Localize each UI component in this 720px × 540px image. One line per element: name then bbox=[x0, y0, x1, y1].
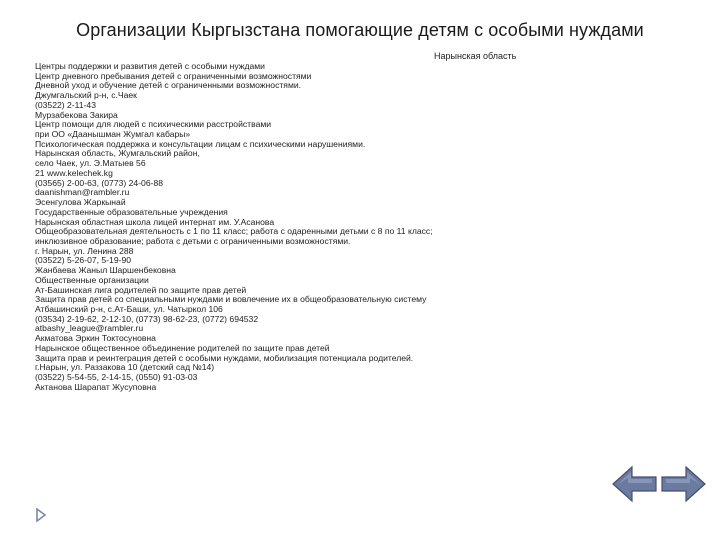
content-line: село Чаек, ул. Э.Матыев 56 bbox=[35, 158, 146, 169]
content-line: Общественные организации bbox=[35, 274, 149, 285]
content-line: daanishman@rambler.ru bbox=[35, 187, 130, 198]
content-line: Нарынское общественное объединение родителей по защите прав детей bbox=[35, 342, 330, 353]
content-line: Нарынская область, Жумгальский район, bbox=[35, 148, 200, 159]
content-line: Джумгальский р-н, с.Чаек bbox=[35, 90, 137, 101]
bullet-marker-icon bbox=[35, 508, 47, 522]
content-line: Актанова Шарапат Жусуповна bbox=[35, 381, 157, 392]
content-line: Мурзабекова Закира bbox=[35, 109, 118, 120]
content-line: Центр помощи для людей с психическими расстройствами bbox=[35, 119, 272, 130]
content-line: 21 www.kelechek.kg bbox=[35, 167, 113, 178]
content-line: Центр дневного пребывания детей с ограниченными возможностями bbox=[35, 70, 312, 81]
content-line: Акматова Эркин Токтосуновна bbox=[35, 333, 156, 344]
content-line: atbashy_league@rambler.ru bbox=[35, 323, 144, 334]
content-line: (03522) 2-11-43 bbox=[35, 99, 96, 110]
content-line: Ат-Башинская лига родителей по защите прав детей bbox=[35, 284, 247, 295]
slide-navigation bbox=[610, 462, 708, 506]
content-line: при ОО «Даанышман Жумгал кабары» bbox=[35, 129, 191, 140]
arrow-left-icon bbox=[610, 462, 659, 506]
arrow-right-icon bbox=[659, 462, 708, 506]
content-line: Защита прав и реинтеграция детей с особыми нуждами, мобилизация потенциала родителей. bbox=[35, 352, 414, 363]
content-line: (03522) 5-54-55, 2-14-15, (0550) 91-03-03 bbox=[35, 372, 198, 382]
content-line: Защита прав детей со специальными нуждами и вовлечение их в общеобразовательную систему bbox=[35, 294, 427, 305]
content-line: Центры поддержки и развития детей с особыми нуждами bbox=[35, 61, 265, 71]
content-line: Эсенгулова Жаркынай bbox=[35, 197, 126, 208]
slide-content bbox=[35, 62, 675, 392]
next-slide-button[interactable] bbox=[659, 462, 708, 506]
content-line: (03565) 2-00-63, (0773) 24-06-88 bbox=[35, 177, 164, 188]
previous-slide-button[interactable] bbox=[610, 462, 659, 506]
content-line: г.Нарын, ул. Раззакова 10 (детский сад №14) bbox=[35, 362, 215, 373]
content-line: Психологическая поддержка и консультации лицам с психическими нарушениями. bbox=[35, 138, 366, 149]
content-line: Дневной уход и обучение детей с ограниченными возможностями. bbox=[35, 80, 302, 91]
content-line: (03522) 5-26-07, 5-19-90 bbox=[35, 255, 132, 266]
content-line: г. Нарын, ул. Ленина 288 bbox=[35, 245, 134, 256]
slide-title: Организации Кыргызстана помогающие детям с особыми нуждами bbox=[76, 20, 644, 40]
content-line: Государственные образовательные учреждения bbox=[35, 206, 228, 217]
content-line: Жанбаева Жаныл Шаршенбековна bbox=[35, 265, 176, 276]
region-label: Нарынская область bbox=[434, 51, 517, 61]
content-line: инклюзивное образование; работа с детьми с ограниченными возможностями. bbox=[35, 235, 351, 246]
content-line: Нарынская областная школа лицей интернат им. У.Асанова bbox=[35, 216, 275, 227]
content-line: Атбашинский р-н, с.Ат-Баши, ул. Чатыркол 106 bbox=[35, 303, 223, 314]
content-line: (03534) 2-19-62, 2-12-10, (0773) 98-62-23, (0772) 694532 bbox=[35, 313, 259, 324]
content-line: Общеобразовательная деятельность с 1 по 11 класс; работа с одаренными детьми с 8 по 11 класс; bbox=[35, 226, 433, 237]
